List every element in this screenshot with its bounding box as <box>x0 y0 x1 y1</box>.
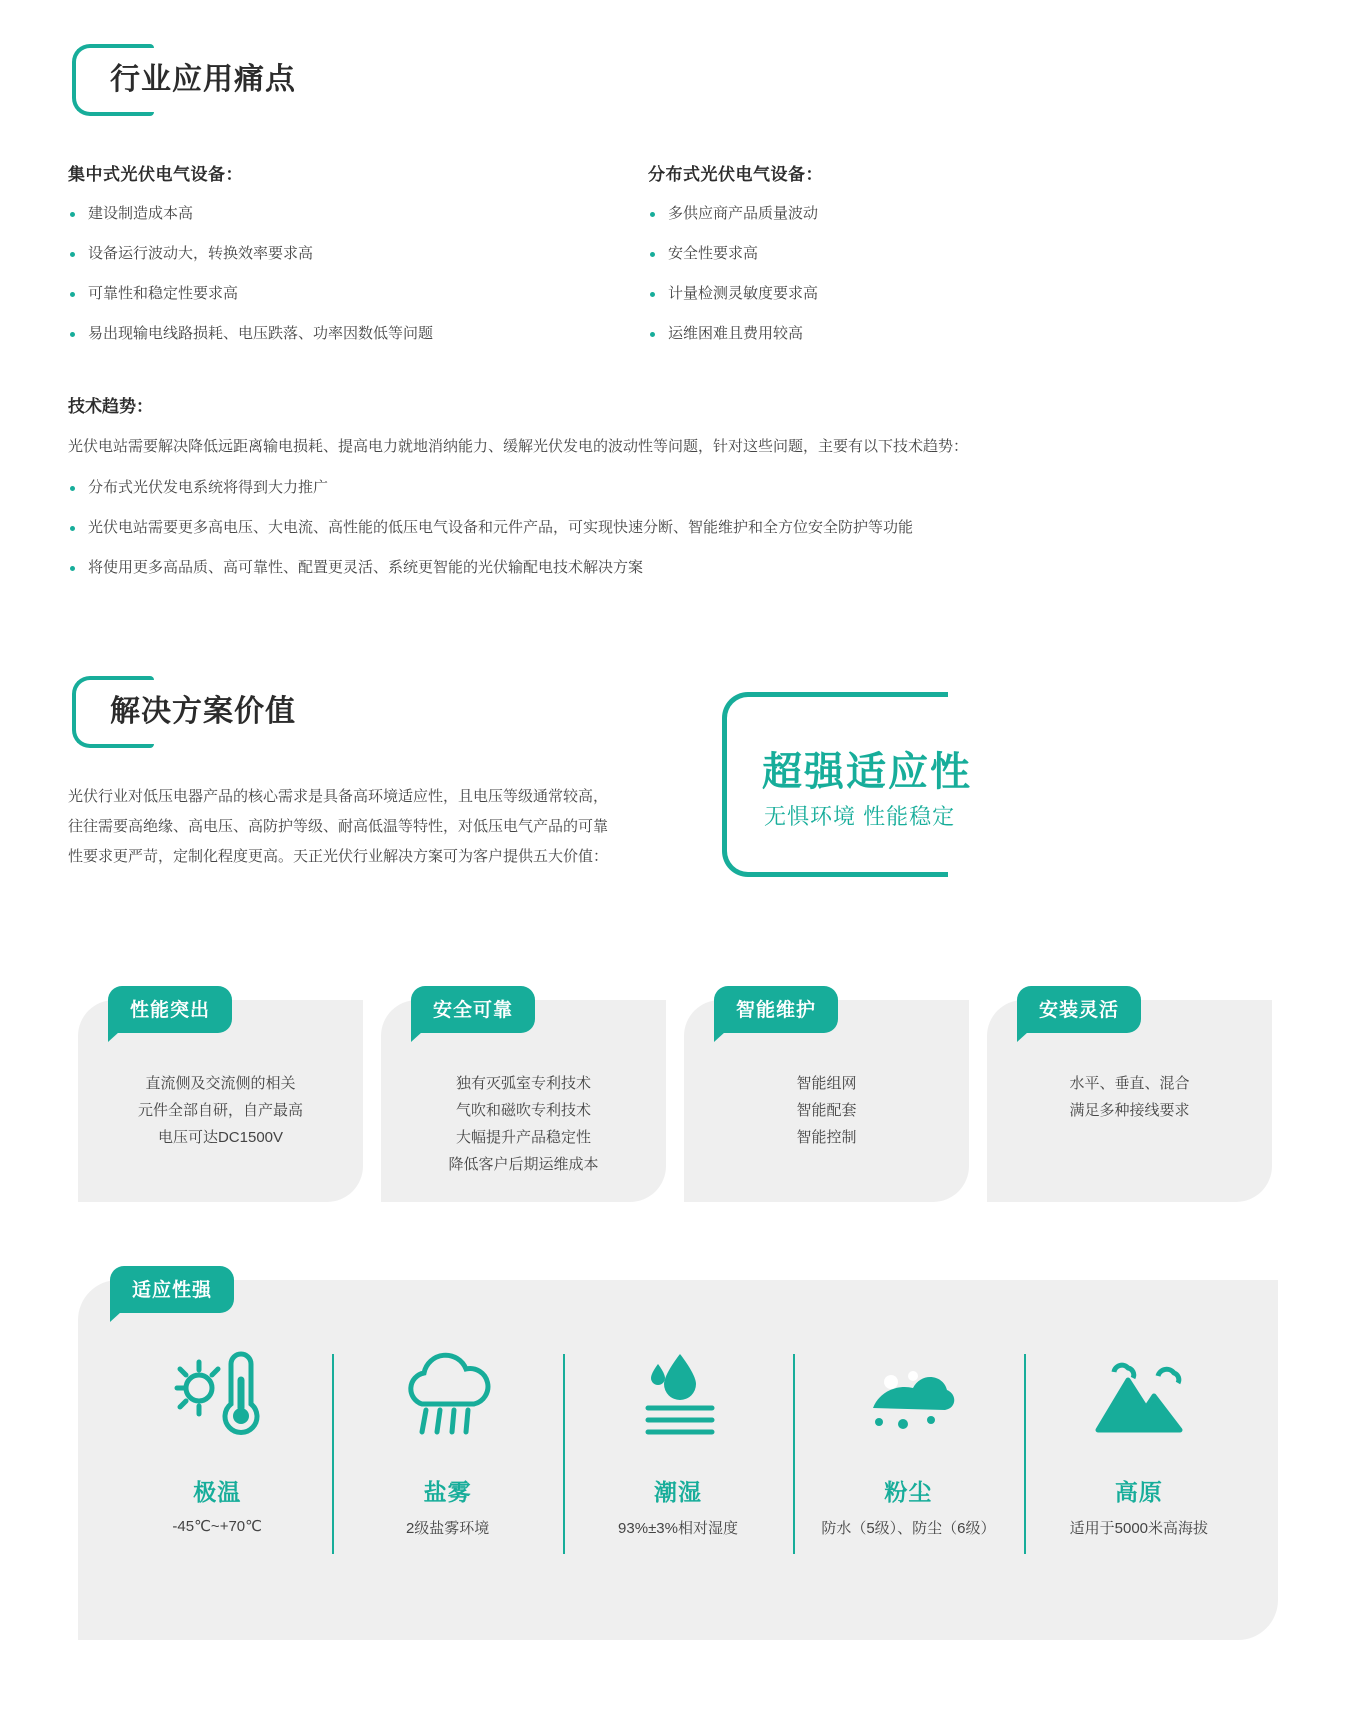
value-card-safety <box>381 1000 666 1202</box>
card-line: 大幅提升产品稳定性 <box>455 1129 591 1146</box>
card-line: 气吹和磁吹专利技术 <box>455 1102 591 1119</box>
card-line: 水平、垂直、混合 <box>1069 1075 1190 1092</box>
card-tag: 安装灵活 <box>1017 986 1141 1033</box>
list-item: 将使用更多高品质、高可靠性、配置更灵活、系统更智能的光伏输配电技术解决方案 <box>68 557 1248 579</box>
item-name: 高原 <box>1114 1479 1163 1505</box>
value-description: 光伏行业对低压电器产品的核心需求是具备高环境适应性，且电压等级通常较高，往往需要高绝缘、高电压、高防护等级、耐高低温等特性，对低压电气产品的可靠性要求更严苛，定制化程度更高。天正光伏行业解决方案可为客户提供五大价值： <box>68 788 609 865</box>
pain-column-title: 集中式光伏电气设备： <box>68 165 243 184</box>
card-body <box>1007 1070 1252 1124</box>
card-body <box>98 1070 343 1151</box>
humidity-icon <box>571 1340 785 1448</box>
list-item: 安全性要求高 <box>648 243 1288 265</box>
card-line: 元件全部自研，自产最高 <box>137 1102 303 1119</box>
adaptability-strip <box>78 1280 1278 1640</box>
list-item: 设备运行波动大，转换效率要求高 <box>68 243 648 265</box>
list-item: 光伏电站需要更多高电压、大电流、高性能的低压电气设备和元件产品，可实现快速分断、智能维护和全方位安全防护等功能 <box>68 517 1248 539</box>
adaptability-item-extreme-temperature <box>102 1340 332 1538</box>
card-tag: 性能突出 <box>108 986 232 1033</box>
value-cards <box>78 1000 1278 1202</box>
card-body <box>401 1070 646 1178</box>
item-desc: 2级盐雾环境 <box>405 1520 490 1537</box>
trend-list <box>68 477 1248 579</box>
banner-title: 超强适应性 <box>762 750 972 794</box>
pain-column-distributed <box>648 160 1288 363</box>
card-line: 直流侧及交流侧的相关 <box>145 1075 296 1092</box>
salt-fog-icon <box>340 1340 554 1448</box>
pain-list-distributed <box>648 203 1288 345</box>
adaptability-item-humidity <box>563 1340 793 1538</box>
adaptability-items <box>102 1340 1254 1538</box>
pain-points-heading <box>72 44 314 116</box>
list-item: 可靠性和稳定性要求高 <box>68 283 648 305</box>
adaptability-item-dust <box>793 1340 1023 1538</box>
list-item: 易出现输电线路损耗、电压跌落、功率因数低等问题 <box>68 323 648 345</box>
banner-subtitle: 无惧环境 性能稳定 <box>764 804 956 829</box>
card-line: 智能控制 <box>796 1129 857 1146</box>
card-line: 智能配套 <box>796 1102 857 1119</box>
adaptability-banner <box>722 692 1022 877</box>
item-desc: 防水（5级）、防尘（6级） <box>821 1520 996 1537</box>
value-card-performance <box>78 1000 363 1202</box>
card-line: 智能组网 <box>796 1075 857 1092</box>
temperature-icon <box>110 1340 324 1448</box>
value-heading <box>72 676 314 748</box>
item-name: 粉尘 <box>884 1479 933 1505</box>
pain-points-title: 行业应用痛点 <box>110 63 296 96</box>
card-line: 降低客户后期运维成本 <box>448 1156 599 1173</box>
list-item: 分布式光伏发电系统将得到大力推广 <box>68 477 1248 499</box>
card-line: 独有灭弧室专利技术 <box>455 1075 591 1092</box>
value-card-smart-maintenance <box>684 1000 969 1202</box>
adaptability-item-plateau <box>1024 1340 1254 1538</box>
dust-icon <box>801 1340 1015 1448</box>
list-item: 多供应商产品质量波动 <box>648 203 1288 225</box>
list-item: 计量检测灵敏度要求高 <box>648 283 1288 305</box>
pain-column-centralized <box>68 160 648 363</box>
item-desc: 93%±3%相对湿度 <box>618 1520 738 1537</box>
item-name: 盐雾 <box>423 1479 472 1505</box>
card-body <box>704 1070 949 1151</box>
technology-trend-section <box>68 392 1248 597</box>
item-desc: -45℃~+70℃ <box>172 1518 262 1535</box>
value-title: 解决方案价值 <box>110 695 296 728</box>
pain-column-title: 分布式光伏电气设备： <box>648 165 823 184</box>
strip-tag: 适应性强 <box>110 1266 234 1313</box>
card-line: 电压可达DC1500V <box>157 1129 284 1146</box>
pain-list-centralized <box>68 203 648 345</box>
card-line: 满足多种接线要求 <box>1069 1102 1190 1119</box>
card-tag: 安全可靠 <box>411 986 535 1033</box>
plateau-icon <box>1032 1340 1246 1448</box>
item-name: 潮湿 <box>654 1479 703 1505</box>
adaptability-item-salt-fog <box>332 1340 562 1538</box>
trend-title: 技术趋势： <box>68 397 153 416</box>
pain-points-columns <box>68 160 1288 363</box>
card-tag: 智能维护 <box>714 986 838 1033</box>
item-name: 极温 <box>193 1479 242 1505</box>
item-desc: 适用于5000米高海拔 <box>1069 1520 1209 1537</box>
list-item: 运维困难且费用较高 <box>648 323 1288 345</box>
list-item: 建设制造成本高 <box>68 203 648 225</box>
trend-intro: 光伏电站需要解决降低远距离输电损耗、提高电力就地消纳能力、缓解光伏发电的波动性等问题，针对这些问题，主要有以下技术趋势： <box>68 438 969 455</box>
value-card-flexible-install <box>987 1000 1272 1202</box>
